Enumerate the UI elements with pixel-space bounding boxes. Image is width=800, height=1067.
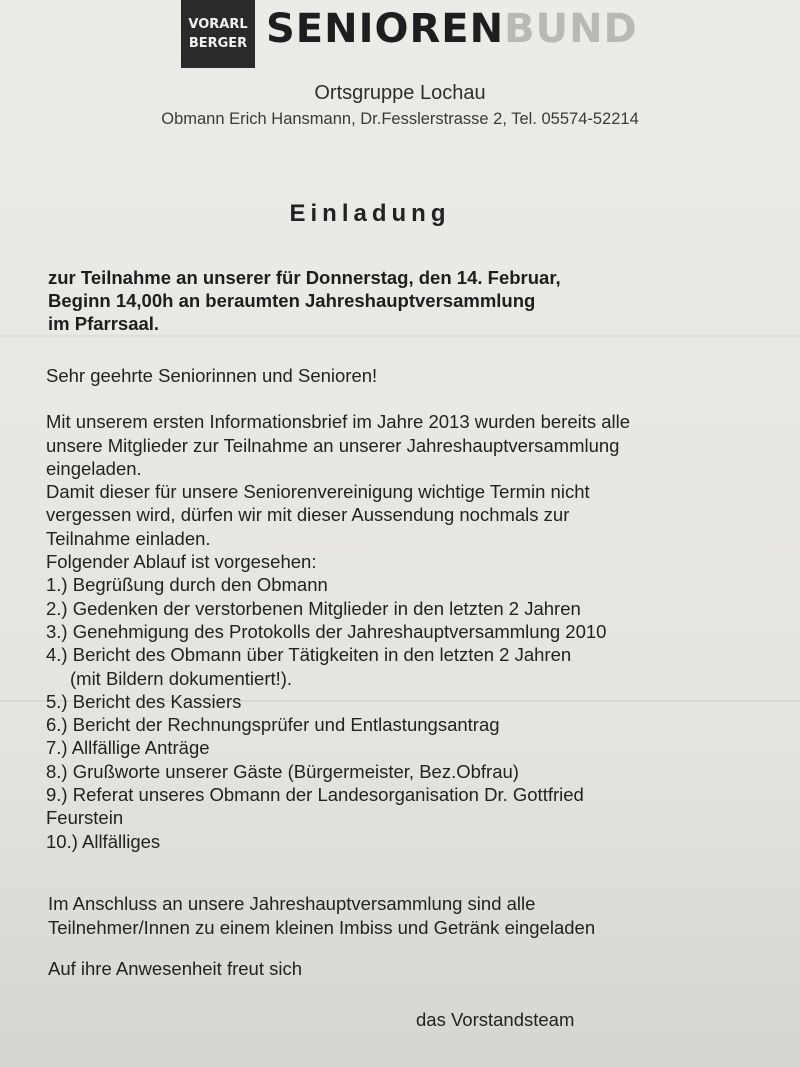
- logo-word-light: BUND: [504, 6, 638, 52]
- agenda-item: 1.) Begrüßung durch den Obmann: [46, 574, 328, 596]
- agenda-item: 4.) Bericht des Obmann über Tätigkeiten in den letzten 2 Jahren: [46, 644, 572, 666]
- paragraph-line: Teilnahme einladen.: [46, 527, 211, 549]
- org-name: Ortsgruppe Lochau: [314, 82, 486, 104]
- logo-badge-line2: BERGER: [188, 36, 248, 51]
- paragraph-line: vergessen wird, dürfen wir mit dieser Aussendung nochmals zur: [46, 504, 570, 526]
- logo-badge-line1: VORARL: [188, 17, 248, 32]
- intro-line: zur Teilnahme an unserer für Donnerstag, den 14. Februar,: [48, 267, 561, 288]
- agenda-item-continuation: (mit Bildern dokumentiert!).: [70, 667, 293, 689]
- paragraph-line: eingeladen.: [46, 457, 142, 479]
- agenda-item: 3.) Genehmigung des Protokolls der Jahreshauptversammlung 2010: [46, 620, 607, 642]
- paragraph-line: Damit dieser für unsere Seniorenvereinigung wichtige Termin nicht: [46, 481, 590, 503]
- agenda-item: 5.) Bericht des Kassiers: [46, 690, 242, 712]
- closing-line: Im Anschluss an unsere Jahreshauptversammlung sind alle: [48, 893, 536, 914]
- logo-wordmark: [266, 6, 638, 52]
- logo-word-dark: SENIOREN: [266, 6, 505, 52]
- salutation: Sehr geehrte Seniorinnen und Senioren!: [46, 365, 378, 386]
- paragraph-line: unsere Mitglieder zur Teilnahme an unserer Jahreshauptversammlung: [46, 434, 620, 456]
- agenda-item: 7.) Allfällige Anträge: [46, 737, 210, 759]
- page-title: Einladung: [289, 200, 451, 227]
- logo-badge: [181, 0, 255, 68]
- intro-line: Beginn 14,00h an beraumten Jahreshauptversammlung: [48, 290, 536, 311]
- agenda-item: 2.) Gedenken der verstorbenen Mitglieder in den letzten 2 Jahren: [46, 597, 581, 619]
- paragraph-line: Folgender Ablauf ist vorgesehen:: [46, 551, 317, 573]
- paragraph-line: Mit unserem ersten Informationsbrief im Jahre 2013 wurden bereits alle: [46, 411, 631, 433]
- intro-block: [48, 266, 748, 335]
- agenda-item: 9.) Referat unseres Obmann der Landesorganisation Dr. Gottfried: [46, 784, 584, 806]
- agenda-item: 8.) Grußworte unserer Gäste (Bürgermeister, Bez.Obfrau): [46, 760, 519, 782]
- signature: das Vorstandsteam: [416, 1009, 575, 1030]
- org-address: Obmann Erich Hansmann, Dr.Fesslerstrasse 2, Tel. 05574-52214: [161, 110, 639, 128]
- agenda-item: 6.) Bericht der Rechnungsprüfer und Entlastungsantrag: [46, 714, 500, 736]
- intro-line: im Pfarrsaal.: [48, 313, 160, 334]
- agenda-item-continuation: Feurstein: [46, 807, 124, 829]
- agenda-item: 10.) Allfälliges: [46, 830, 161, 852]
- paper-fold: [0, 335, 800, 337]
- closing-paragraph: [48, 892, 788, 939]
- letter-body: [46, 364, 786, 853]
- closing-line: Teilnehmer/Innen zu einem kleinen Imbiss und Getränk eingeladen: [48, 916, 596, 938]
- greeting: Auf ihre Anwesenheit freut sich: [48, 958, 303, 979]
